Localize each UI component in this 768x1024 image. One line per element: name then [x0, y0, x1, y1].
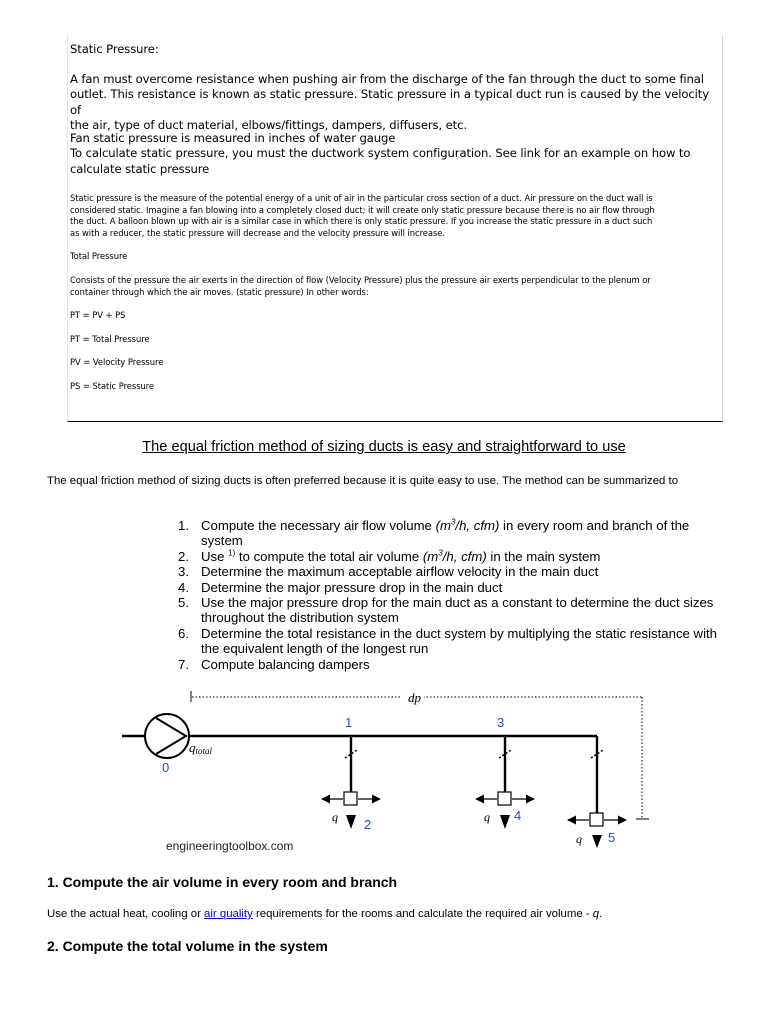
air-quality-link[interactable]: air quality: [204, 908, 253, 920]
node-label-4: 4: [514, 808, 522, 823]
step-text: Determine the major pressure drop in the main duct: [201, 579, 503, 595]
node-label-5: 5: [608, 830, 616, 845]
step-number: 3.: [178, 564, 189, 580]
list-item: [168, 549, 728, 564]
steps-list: [168, 518, 728, 672]
unit-label: ($m^3/h$, cfm): [422, 548, 487, 564]
step-text: Compute the necessary air flow volume: [201, 518, 436, 533]
definition-pv: PV = Velocity Pressure: [70, 357, 164, 367]
total-pressure-description: Consists of the pressure the air exerts in the direction of flow (Velocity Pressure) plus the pressure air exerts perpendicular to the plenum or container through which the air moves. (static pressure) In other words:: [70, 275, 651, 297]
reference-marker: 1): [228, 548, 236, 558]
list-item: [168, 580, 728, 595]
step-text: Determine the maximum acceptable airflow velocity in the main duct: [201, 564, 599, 580]
step-text: in the main system: [486, 548, 601, 564]
outlet-box: [498, 792, 511, 805]
static-pressure-long-text: Static pressure is the measure of the potential energy of a unit of air in the particular cross section of a duct. Air pressure on the duct wall is considered static. Imagine a fan blowing into a completely closed duct; it will create only static pressure because there is no air flow through the duct. A balloon blown up with air is a similar case in which there is only static pressure. If you increase the static pressure in a duct such as with a reducer, the static pressure will decrease and the velocity pressure will increase.: [70, 193, 655, 238]
step-text: to compute the total air volume: [235, 548, 423, 564]
definition-ps: PS = Static Pressure: [70, 381, 155, 391]
node-label-0: 0: [162, 760, 170, 775]
arrow-down-icon: [346, 815, 356, 829]
dp-label: dp: [408, 690, 421, 705]
step-text: Use the major pressure drop for the main duct as a constant to determine the duct sizes throughout the distribution system: [201, 595, 714, 626]
section-1-paragraph: Use the actual heat, cooling or air quality requirements for the rooms and calculate the required air volume - q.: [47, 908, 603, 920]
list-item: [168, 564, 728, 579]
node-label-3: 3: [497, 715, 505, 730]
q-label: q: [484, 810, 490, 824]
step-number: 2.: [178, 548, 189, 564]
definition-pt: PT = Total Pressure: [70, 334, 150, 344]
static-pressure-title: Static Pressure:: [70, 42, 159, 56]
step-number: 1.: [178, 518, 189, 533]
section-heading-1: 1. Compute the air volume in every room and branch: [47, 874, 398, 890]
list-item: [168, 518, 728, 549]
arrow-down-icon: [592, 835, 602, 848]
fan-icon: [145, 714, 189, 758]
step-number: 4.: [178, 579, 189, 595]
q-label: q: [576, 832, 582, 846]
step-text: Use: [201, 548, 229, 564]
outlet-box: [590, 813, 603, 826]
node-label-1: 1: [345, 715, 353, 730]
list-item: [168, 595, 728, 626]
step-text: Determine the total resistance in the duct system by multiplying the static resistance with the equivalent length of the longest run: [201, 625, 718, 657]
total-pressure-title: Total Pressure: [70, 251, 128, 261]
list-item: [168, 657, 728, 672]
outlet-box: [344, 792, 357, 805]
section-heading-2: 2. Compute the total volume in the system: [47, 938, 328, 954]
pressure-formula: PT = PV + PS: [70, 310, 126, 320]
credit-text: engineeringtoolbox.com: [166, 839, 294, 853]
list-item: [168, 626, 728, 657]
unit-label: ($m^3/h$, cfm): [435, 517, 500, 533]
section-heading: The equal friction method of sizing ducts is easy and straightforward to use: [142, 439, 626, 455]
intro-paragraph: The equal friction method of sizing ducts is often preferred because it is quite easy to use. The method can be summarized to: [47, 475, 679, 487]
static-pressure-description: A fan must overcome resistance when pushing air from the discharge of the fan through the duct to some final outlet. This resistance is known as static pressure. Static pressure in a typical duct run is caused by the velocity of the air, type of duct material, elbows/fittings, dampers, diffusers, etc.: [70, 72, 709, 132]
step-text: Compute balancing dampers: [201, 656, 370, 672]
q-total-label: qtotal: [189, 740, 213, 756]
arrow-down-icon: [500, 815, 510, 829]
fan-static-pressure-text: Fan static pressure is measured in inches of water gauge To calculate static pressure, you must the ductwork system configuration. See link for an example on how to calculate static pressure: [70, 131, 691, 176]
step-number: 6.: [178, 625, 189, 641]
step-text: in every room and branch of the system: [201, 518, 690, 549]
step-number: 5.: [178, 595, 189, 611]
node-label-2: 2: [364, 817, 372, 832]
static-pressure-box: [67, 36, 723, 422]
q-label: q: [332, 810, 338, 824]
step-number: 7.: [178, 656, 189, 672]
